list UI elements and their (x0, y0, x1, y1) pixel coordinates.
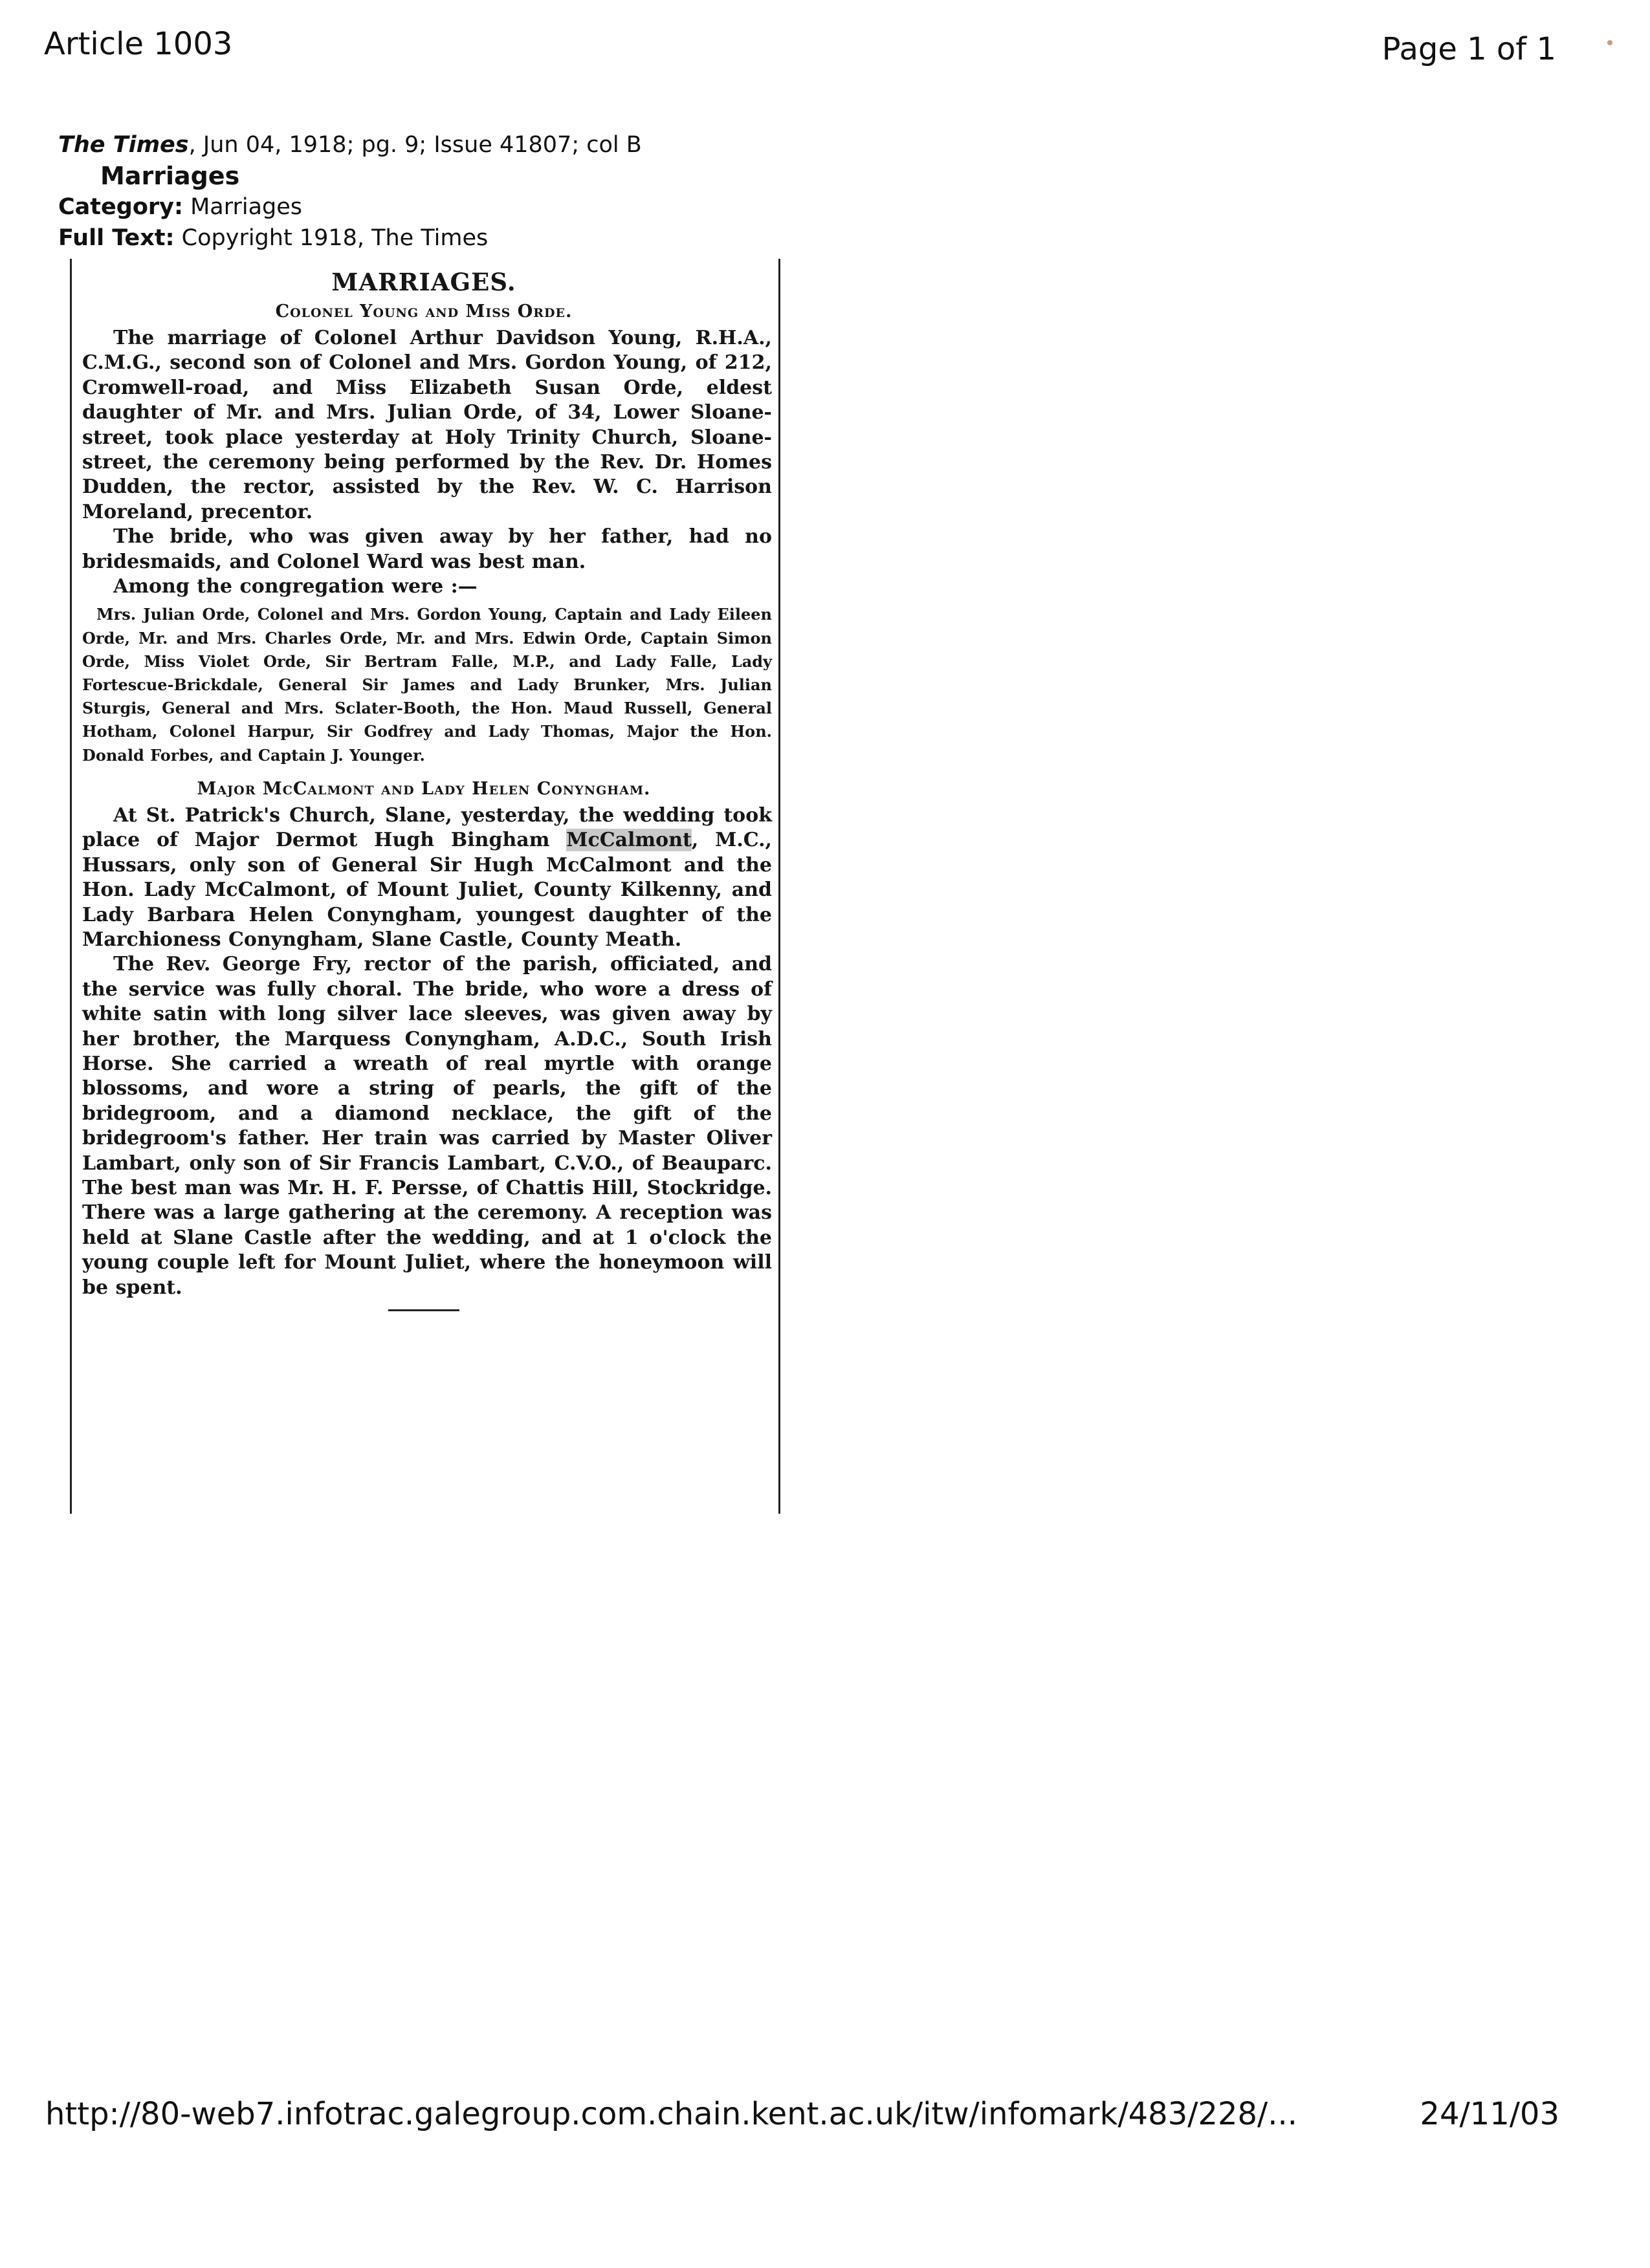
fulltext-label: Full Text: (58, 225, 175, 251)
category-label: Category: (58, 194, 183, 220)
scan-mark (1607, 40, 1612, 45)
section1-paragraph: The bride, who was given away by her father, had no bridesmaids, and Colonel Ward was best man. (82, 525, 772, 573)
print-date: 24/11/03 (1420, 2096, 1559, 2132)
section2-title: Major McCalmont and Lady Helen Conyngham. (197, 778, 651, 799)
citation-fulltext (58, 223, 642, 254)
text-run: , M.C., Hussars, only son of General Sir Hugh McCalmont and the Hon. Lady McCalmont, of Mount Juliet, County Kilkenny, and Lady Barbara Helen Conyngham, youngest daughter of the Marchioness Conyngham, Slane Castle, County Meath. (82, 829, 773, 951)
citation-source (58, 129, 642, 160)
publication-name: The Times (58, 132, 189, 158)
source-url: http://80-web7.infotrac.galegroup.com.chain.kent.ac.uk/itw/infomark/483/228/... (45, 2096, 1297, 2132)
section2-paragraph: The Rev. George Fry, rector of the parish, officiated, and the service was fully choral. The bride, who wore a dress of white satin with long silver lace sleeves, was given away by her brother, the Marquess Conyngham, A.D.C., South Irish Horse. She carried a wreath of real myrtle with orange blossoms, and wore a string of pearls, the gift of the bridegroom, and a diamond necklace, the gift of the bridegroom's father. Her train was carried by Master Oliver Lambart, only son of Sir Francis Lambart, C.V.O., of Beauparc. The best man was Mr. H. F. Persse, of Chattis Hill, Stockridge. There was a large gathering at the ceremony. A reception was held at Slane Castle after the wedding, and at 1 o'clock the young couple left for Mount Juliet, where the honeymoon will be spent. (82, 953, 772, 1299)
highlighted-name: McCalmont (566, 829, 692, 852)
section2-paragraph (72, 803, 776, 952)
page-indicator: Page 1 of 1 (1381, 31, 1556, 67)
publication-details: , Jun 04, 1918; pg. 9; Issue 41807; col B (188, 132, 642, 158)
fulltext-value: Copyright 1918, The Times (174, 225, 489, 251)
article-id: Article 1003 (44, 26, 233, 62)
clipping-heading: MARRIAGES. (331, 268, 516, 296)
section1-title: Colonel Young and Miss Orde. (275, 301, 573, 322)
section1-paragraph: Among the congregation were :— (113, 575, 478, 598)
citation-block (58, 129, 642, 254)
text-run: At St. Patrick's Church, Slane, yesterday, the wedding took place of Major Dermot Hugh Bingham (82, 803, 772, 852)
guest-list: Mrs. Julian Orde, Colonel and Mrs. Gordon Young, Captain and Lady Eileen Orde, Mr. and Mrs. Charles Orde, Mr. and Mrs. Edwin Orde, Captain Simon Orde, Miss Violet Orde, Sir Bertram Falle, M.P., and Lady Falle, Lady Fortescue-Brickdale, General Sir James and Lady Brunker, Mrs. Julian Sturgis, General and Mrs. Sclater-Booth, the Hon. Maud Russell, General Hotham, Colonel Harpur, Sir Godfrey and Lady Thomas, Major the Hon. Donald Forbes, and Captain J. Younger. (82, 605, 772, 765)
end-rule (388, 1309, 459, 1311)
newspaper-clipping (70, 259, 780, 1514)
citation-category (58, 191, 642, 223)
section1-paragraph: The marriage of Colonel Arthur Davidson Young, R.H.A., C.M.G., second son of Colonel and Mrs. Gordon Young, of 212, Cromwell-road, and Miss Elizabeth Susan Orde, eldest daughter of Mr. and Mrs. Julian Orde, of 34, Lower Sloane-street, took place yesterday at Holy Trinity Church, Sloane-street, the ceremony being performed by the Rev. Dr. Homes Dudden, the rector, assisted by the Rev. W. C. Harrison Moreland, precentor. (82, 327, 772, 523)
category-value: Marriages (182, 194, 303, 220)
citation-title: Marriages (100, 162, 240, 190)
